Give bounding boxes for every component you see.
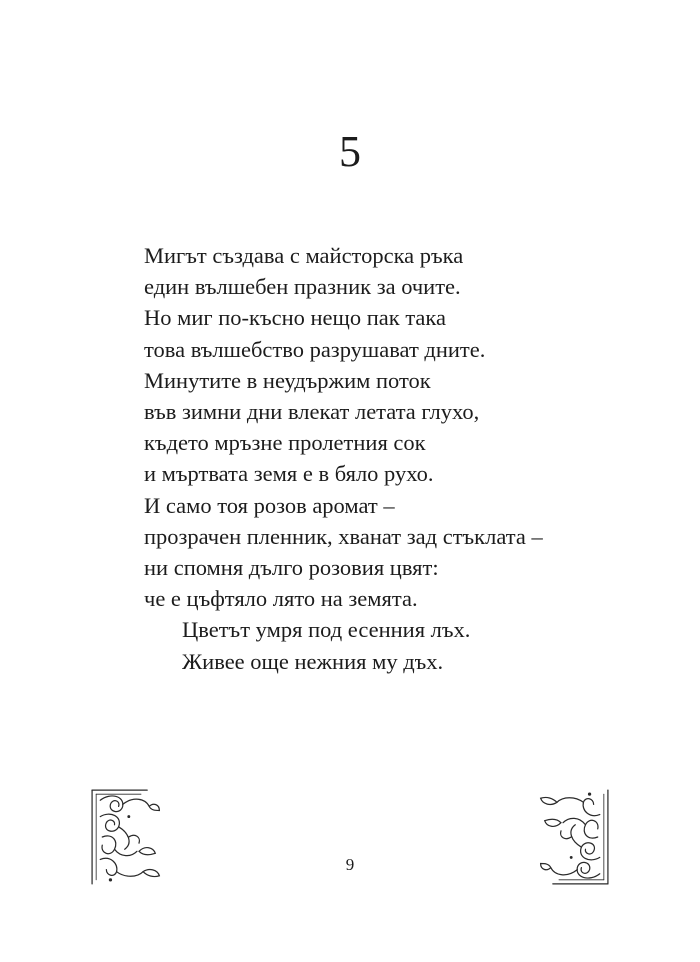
poem-line: във зимни дни влекат летата глухо, bbox=[144, 399, 480, 425]
poem-line: ни спомня дълго розовия цвят: bbox=[144, 555, 439, 581]
page-number: 9 bbox=[345, 855, 355, 874]
sonnet-number: 5 bbox=[339, 127, 361, 176]
poem-line: Но миг по-късно нещо пак така bbox=[144, 305, 446, 331]
poem-body bbox=[144, 240, 543, 677]
poem-line: И само тоя розов аромат – bbox=[144, 492, 395, 518]
poem-line: един вълшебен празник за очите. bbox=[144, 274, 461, 300]
poem-line: че е цъфтяло лято на земята. bbox=[144, 586, 418, 612]
poem-line: Минутите в неудържим поток bbox=[144, 367, 431, 393]
poem-line: и мъртвата земя е в бяло рухо. bbox=[144, 461, 434, 487]
couplet-line: Цветът умря под есенния лъх. bbox=[182, 617, 471, 643]
couplet-line: Живее още нежния му дъх. bbox=[182, 648, 444, 674]
poem-line: Мигът създава с майсторска ръка bbox=[144, 243, 464, 268]
poem-line: това вълшебство разрушават дните. bbox=[144, 336, 486, 362]
poem-line: прозрачен пленник, хванат зад стъклата – bbox=[144, 523, 543, 549]
poem-line: където мръзне пролетния сок bbox=[144, 430, 426, 456]
